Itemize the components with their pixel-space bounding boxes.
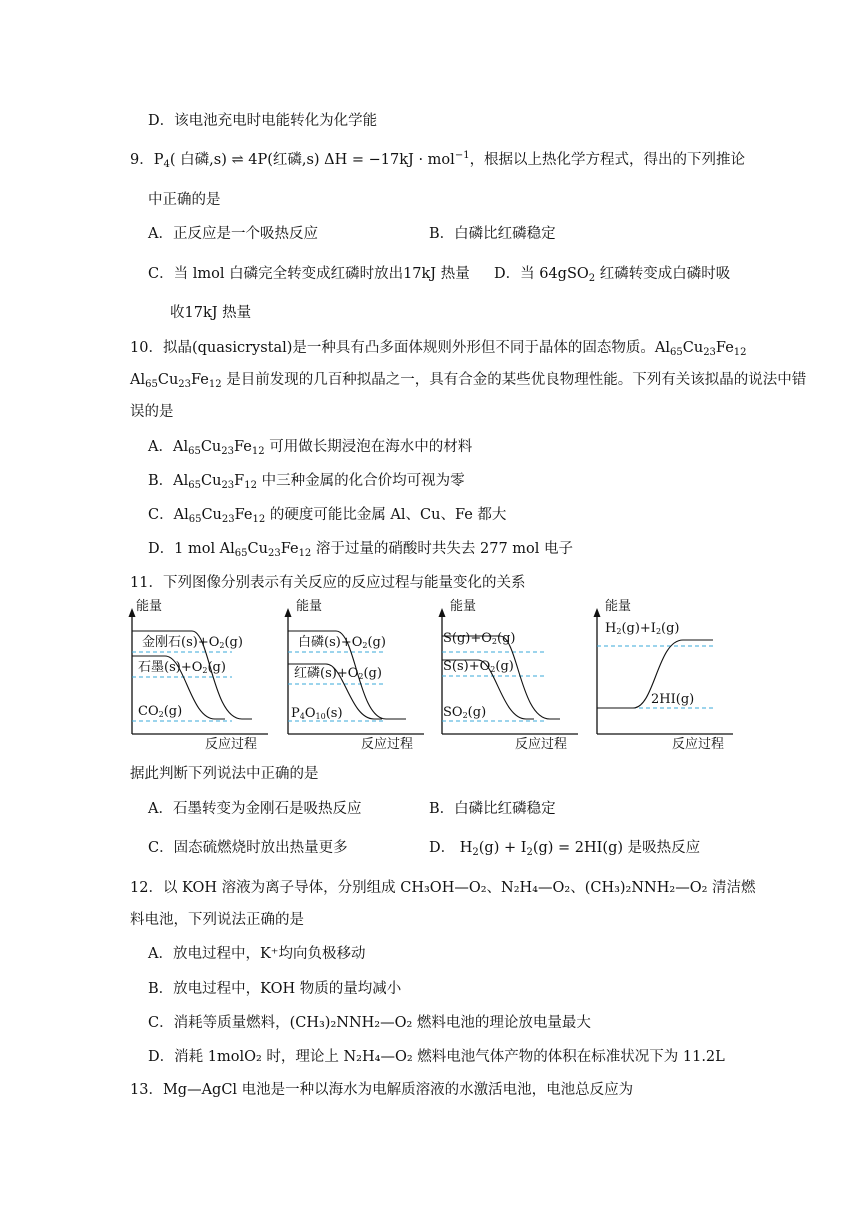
q12-option-a: A．放电过程中，K⁺均向负极移动 bbox=[148, 946, 366, 962]
q9-option-d-line2: 收17kJ 热量 bbox=[170, 305, 252, 321]
y-axis-label: 能量 bbox=[296, 599, 323, 614]
energy-diagram-hydrogen-iodide bbox=[595, 599, 735, 754]
y-axis-label: 能量 bbox=[450, 599, 477, 614]
x-axis-label: 反应过程 bbox=[361, 737, 414, 752]
y-axis-arrow bbox=[594, 608, 601, 617]
energy-diagram-phosphorus bbox=[286, 599, 426, 754]
q9-option-a: A．正反应是一个吸热反应 bbox=[148, 226, 318, 242]
y-axis-arrow bbox=[439, 608, 446, 617]
mid-level-label: 石墨$(s)+O_2(g)$ bbox=[138, 660, 226, 675]
q12-stem-line2: 料电池，下列说法正确的是 bbox=[130, 912, 304, 928]
y-axis-arrow bbox=[129, 608, 136, 617]
q9-option-c: C．当 lmol 白磷完全转变成红磷时放出17kJ 热量 bbox=[148, 266, 470, 282]
q12-option-b: B．放电过程中，KOH 物质的量均减小 bbox=[148, 981, 402, 997]
diagram-3-canvas bbox=[440, 604, 580, 754]
q11-stem: 11．下列图像分别表示有关反应的反应过程与能量变化的关系 bbox=[130, 575, 526, 591]
x-axis-label: 反应过程 bbox=[205, 737, 258, 752]
q9-stem-line2: 中正确的是 bbox=[148, 192, 221, 208]
q11-option-c: C．固态硫燃烧时放出热量更多 bbox=[148, 840, 348, 856]
q10-option-a: A．$Al_{65}Cu_{23}Fe_{12}$ 可用做长期浸泡在海水中的材料 bbox=[148, 439, 473, 457]
top-level-label: $H_2(g)+I_2(g)$ bbox=[605, 621, 680, 636]
q9-stem: 9．$P_4$( 白磷,s) ⇌ 4P(红磷,s) ΔH = −17kJ · mol$^{-1}$，根据以上热化学方程式，得出的下列推论 bbox=[130, 150, 746, 170]
q10-stem: 10．拟晶(quasicrystal)是一种具有凸多面体规则外形但不同于晶体的固态物质。$Al_{65}Cu_{23}Fe_{12}$ bbox=[130, 340, 747, 358]
mid-level-label: $S(s)+O_2(g)$ bbox=[443, 659, 514, 674]
q11-option-a: A．石墨转变为金刚石是吸热反应 bbox=[148, 801, 362, 817]
q10-option-c: C．$Al_{65}Cu_{23}Fe_{12}$ 的硬度可能比金属 Al、Cu、Fe 都大 bbox=[148, 507, 507, 525]
y-axis-label: 能量 bbox=[136, 599, 163, 614]
q10-option-d: D．1 mol $Al_{65}Cu_{23}Fe_{12}$ 溶于过量的硝酸时共失去 277 mol 电子 bbox=[148, 541, 574, 559]
top-level-label: $S(g)+O_2(g)$ bbox=[443, 631, 516, 646]
top-level-label: 白磷$(s)+O_2(g)$ bbox=[298, 635, 386, 650]
bottom-level-label: 2HI(g) bbox=[651, 692, 695, 707]
mid-level-label: 红磷$(s)+O_2(g)$ bbox=[294, 666, 382, 681]
q10-stem-line3: 误的是 bbox=[130, 404, 174, 420]
q9-option-b: B．白磷比红磷稳定 bbox=[429, 226, 556, 242]
q8-option-d: D．该电池充电时电能转化为化学能 bbox=[148, 113, 378, 129]
energy-diagram-diamond-graphite bbox=[130, 599, 270, 754]
q13-stem: 13．Mg—AgCl 电池是一种以海水为电解质溶液的水激活电池，电池总反应为 bbox=[130, 1082, 634, 1098]
q11-option-d: D． $H_2(g) + I_2(g) = 2HI(g)$ 是吸热反应 bbox=[429, 840, 701, 858]
x-axis-label: 反应过程 bbox=[515, 737, 568, 752]
y-axis-arrow bbox=[285, 608, 292, 617]
q9-option-d: D．当 64gSO$_2$ 红磷转变成白磷时吸 bbox=[494, 266, 731, 284]
diagram-1-canvas bbox=[130, 604, 270, 754]
energy-diagrams bbox=[130, 599, 740, 754]
energy-diagram-sulfur bbox=[440, 599, 580, 754]
y-axis-label: 能量 bbox=[605, 599, 632, 614]
q11-option-b: B．白磷比红磷稳定 bbox=[429, 801, 556, 817]
x-axis-label: 反应过程 bbox=[672, 737, 725, 752]
q10-stem-line2: $Al_{65}Cu_{23}Fe_{12}$ 是目前发现的几百种拟晶之一，具有合金的某些优良物理性能。下列有关该拟晶的说法中错 bbox=[130, 372, 807, 390]
bottom-level-label: $P_4O_{10}(s)$ bbox=[291, 706, 343, 721]
q12-option-c: C．消耗等质量燃料，(CH₃)₂NNH₂—O₂ 燃料电池的理论放电量最大 bbox=[148, 1015, 591, 1031]
q11-conclusion-stem: 据此判断下列说法中正确的是 bbox=[130, 766, 319, 782]
q10-option-b: B．$Al_{65}Cu_{23}F_{12}$ 中三种金属的化合价均可视为零 bbox=[148, 473, 465, 491]
bottom-level-label: $SO_2(g)$ bbox=[443, 705, 487, 720]
bottom-level-label: $CO_2(g)$ bbox=[138, 704, 183, 719]
q12-option-d: D．消耗 1molO₂ 时，理论上 N₂H₄—O₂ 燃料电池气体产物的体积在标准状况下为 11.2L bbox=[148, 1049, 725, 1065]
top-level-label: 金刚石$(s)+O_2(g)$ bbox=[142, 635, 243, 650]
q12-stem: 12．以 KOH 溶液为离子导体，分别组成 CH₃OH—O₂、N₂H₄—O₂、(CH₃)₂NNH₂—O₂ 清洁燃 bbox=[130, 880, 756, 896]
